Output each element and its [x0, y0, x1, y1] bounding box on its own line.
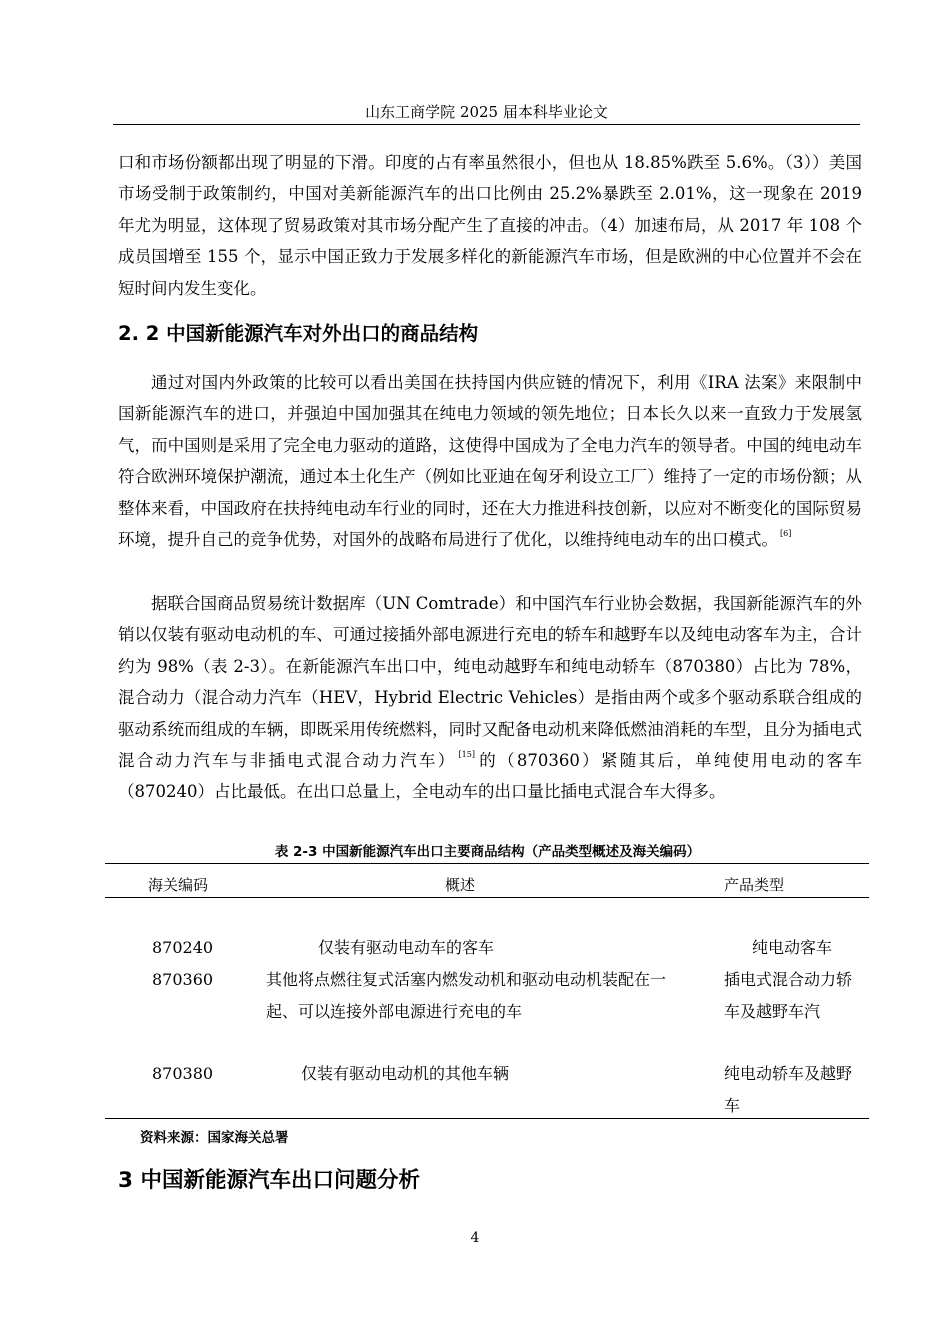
table-top-rule: [105, 863, 869, 864]
page-number: 4: [470, 1230, 480, 1246]
citation-ref-6[interactable]: [6]: [780, 529, 792, 539]
section-heading-2-2: 2. 2 中国新能源汽车对外出口的商品结构: [118, 322, 479, 345]
cell-desc: 仅装有驱动电动车的客车: [318, 938, 495, 957]
table-header-desc: 概述: [445, 876, 476, 894]
cell-desc: 仅装有驱动电动机的其他车辆: [301, 1064, 510, 1083]
cell-type: 纯电动轿车及越野车: [724, 1064, 853, 1115]
table-header-rule: [105, 897, 869, 898]
paragraph-policy-text: 通过对国内外政策的比较可以看出美国在扶持国内供应链的情况下，利用《IRA 法案》来限制中国新能源汽车的进口，并强迫中国加强其在纯电力领域的领先地位；日本长久以来一直致力于发展氢气，而中国则是采用了完全电力驱动的道路，这使得中国成为了全电力汽车的领导者。中国的纯电动车符合欧洲环境保护潮流，通过本土化生产（例如比亚迪在匈牙利设立工厂）维持了一定的市场份额；从整体来看，中国政府在扶持纯电动车行业的同时，还在大力推进科技创新，以应对不断变化的国际贸易环境，提升自己的竞争优势，对国外的战略布局进行了优化，以维持纯电动车的出口模式。: [118, 373, 862, 550]
header-rule: [113, 124, 860, 125]
table-header-type: 产品类型: [724, 876, 785, 894]
cell-code: 870360: [152, 970, 214, 989]
cell-type: 插电式混合动力轿车及越野车汽: [724, 970, 853, 1021]
table-caption: 表 2-3 中国新能源汽车出口主要商品结构（产品类型概述及海关编码）: [274, 844, 701, 860]
running-header: 山东工商学院 2025 届本科毕业论文: [365, 103, 608, 121]
table-header-code: 海关编码: [148, 876, 209, 894]
cell-type: 纯电动客车: [752, 938, 833, 957]
table-bottom-rule: [105, 1118, 869, 1119]
paragraph-export-text-b: 的（870360）紧随其后，单纯使用电动的客车（870240）占比最低。在出口总量上，全电动车的出口量比插电式混合车大得多。: [118, 751, 862, 802]
table-source-note: 资料来源：国家海关总署: [140, 1130, 289, 1146]
paragraph-export-text-a: 据联合国商品贸易统计数据库（UN Comtrade）和中国汽车行业协会数据，我国新能源汽车的外销以仅装有驱动电动机的车、可通过接插外部电源进行充电的轿车和越野车以及纯电动客车为主，合计约为 98%（表 2-3）。在新能源汽车出口中，纯电动越野车和纯电动轿车（870380）占比为 78%，混合动力（混合动力汽车（HEV，Hybrid Electric Vehicles）是指由两个或多个驱动系联合组成的驱动系统而组成的车辆，即既采用传统燃料，同时又配备电动机来降低燃油消耗的车型，且分为插电式混合动力汽车与非插电式混合动力汽车）: [118, 594, 862, 771]
paragraph-market-share: 口和市场份额都出现了明显的下滑。印度的占有率虽然很小，但也从 18.85%跌至 5.6%。（3））美国市场受制于政策制约，中国对美新能源汽车的出口比例由 25.2%暴跌至 2.01%，这一现象在 2019 年尤为明显，这体现了贸易政策对其市场分配产生了直接的冲击。（4）加速布局，从 2017 年 108 个成员国增至 155 个，显示中国正致力于发展多样化的新能源汽车市场，但是欧洲的中心位置并不会在短时间内发生变化。: [118, 153, 862, 298]
paragraph-export-structure: [118, 588, 862, 808]
section-heading-3: 3 中国新能源汽车出口问题分析: [118, 1168, 420, 1193]
cell-code: 870240: [152, 938, 214, 957]
cell-desc: 其他将点燃往复式活塞内燃发动机和驱动电动机装配在一起、可以连接外部电源进行充电的车: [266, 970, 667, 1021]
cell-code: 870380: [152, 1064, 214, 1083]
citation-ref-15[interactable]: [15]: [458, 750, 475, 760]
paragraph-policy-comparison: [118, 367, 862, 555]
